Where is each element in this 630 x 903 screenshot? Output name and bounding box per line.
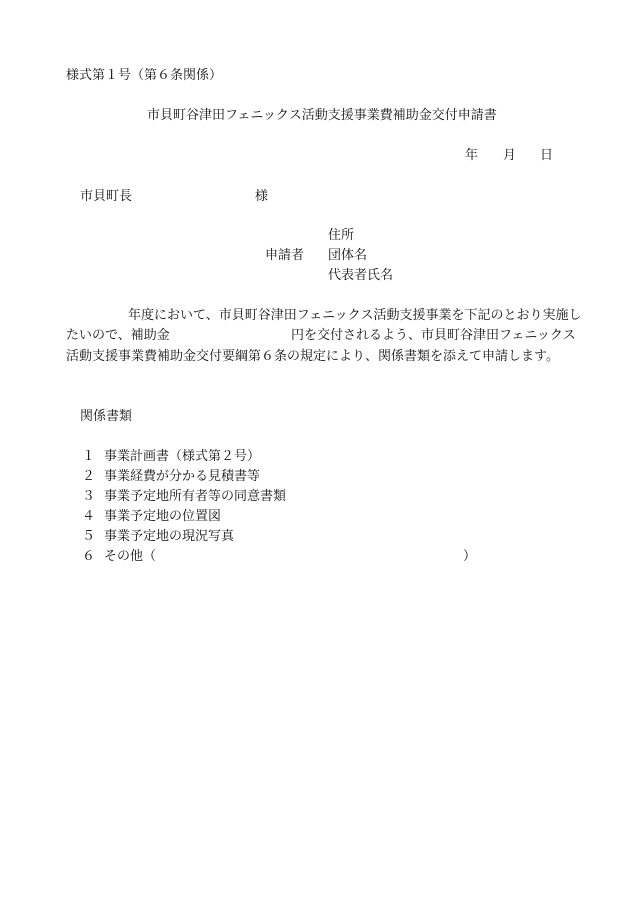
list-item-text: 事業予定地所有者等の同意書類	[104, 489, 287, 504]
applicant-organization-label: 団体名	[328, 248, 368, 263]
list-item-number: ３	[82, 489, 96, 504]
date-day-label: 日	[540, 148, 554, 163]
applicant-address-label: 住所	[328, 228, 355, 243]
addressee-name: 市貝町長	[80, 189, 133, 204]
document-title: 市貝町谷津田フェニックス活動支援事業費補助金交付申請書	[147, 108, 497, 123]
list-item-close-paren: ）	[463, 549, 477, 564]
list-item-text: 事業予定地の位置図	[104, 509, 222, 524]
body-text-line-1: 年度において、市貝町谷津田フェニックス活動支援事業を下記のとおり実施し	[128, 308, 582, 323]
applicant-label: 申請者	[265, 248, 305, 263]
list-item-text: 事業計画書（様式第２号）	[104, 449, 261, 464]
body-text-line-2-end: 円を交付されるよう、市貝町谷津田フェニックス	[291, 328, 576, 343]
related-documents-heading: 関係書類	[80, 409, 133, 424]
body-text-line-2-start: たいので、補助金	[66, 328, 170, 343]
list-item-number: ２	[82, 469, 96, 484]
form-number: 様式第１号（第６条関係）	[66, 68, 223, 83]
list-item-text: 事業予定地の現況写真	[104, 529, 235, 544]
list-item-text: 事業経費が分かる見積書等	[104, 469, 261, 484]
addressee-honorific: 様	[255, 189, 269, 204]
list-item-number: ４	[82, 509, 96, 524]
list-item-text: その他（	[104, 549, 157, 564]
body-text-line-3: 活動支援事業費補助金交付要綱第６条の規定により、関係書類を添えて申請します。	[66, 349, 559, 364]
list-item-number: １	[82, 449, 96, 464]
applicant-representative-label: 代表者氏名	[328, 268, 394, 283]
date-month-label: 月	[503, 148, 517, 163]
list-item-number: ６	[82, 549, 96, 564]
list-item-number: ５	[82, 529, 96, 544]
date-year-label: 年	[465, 148, 479, 163]
